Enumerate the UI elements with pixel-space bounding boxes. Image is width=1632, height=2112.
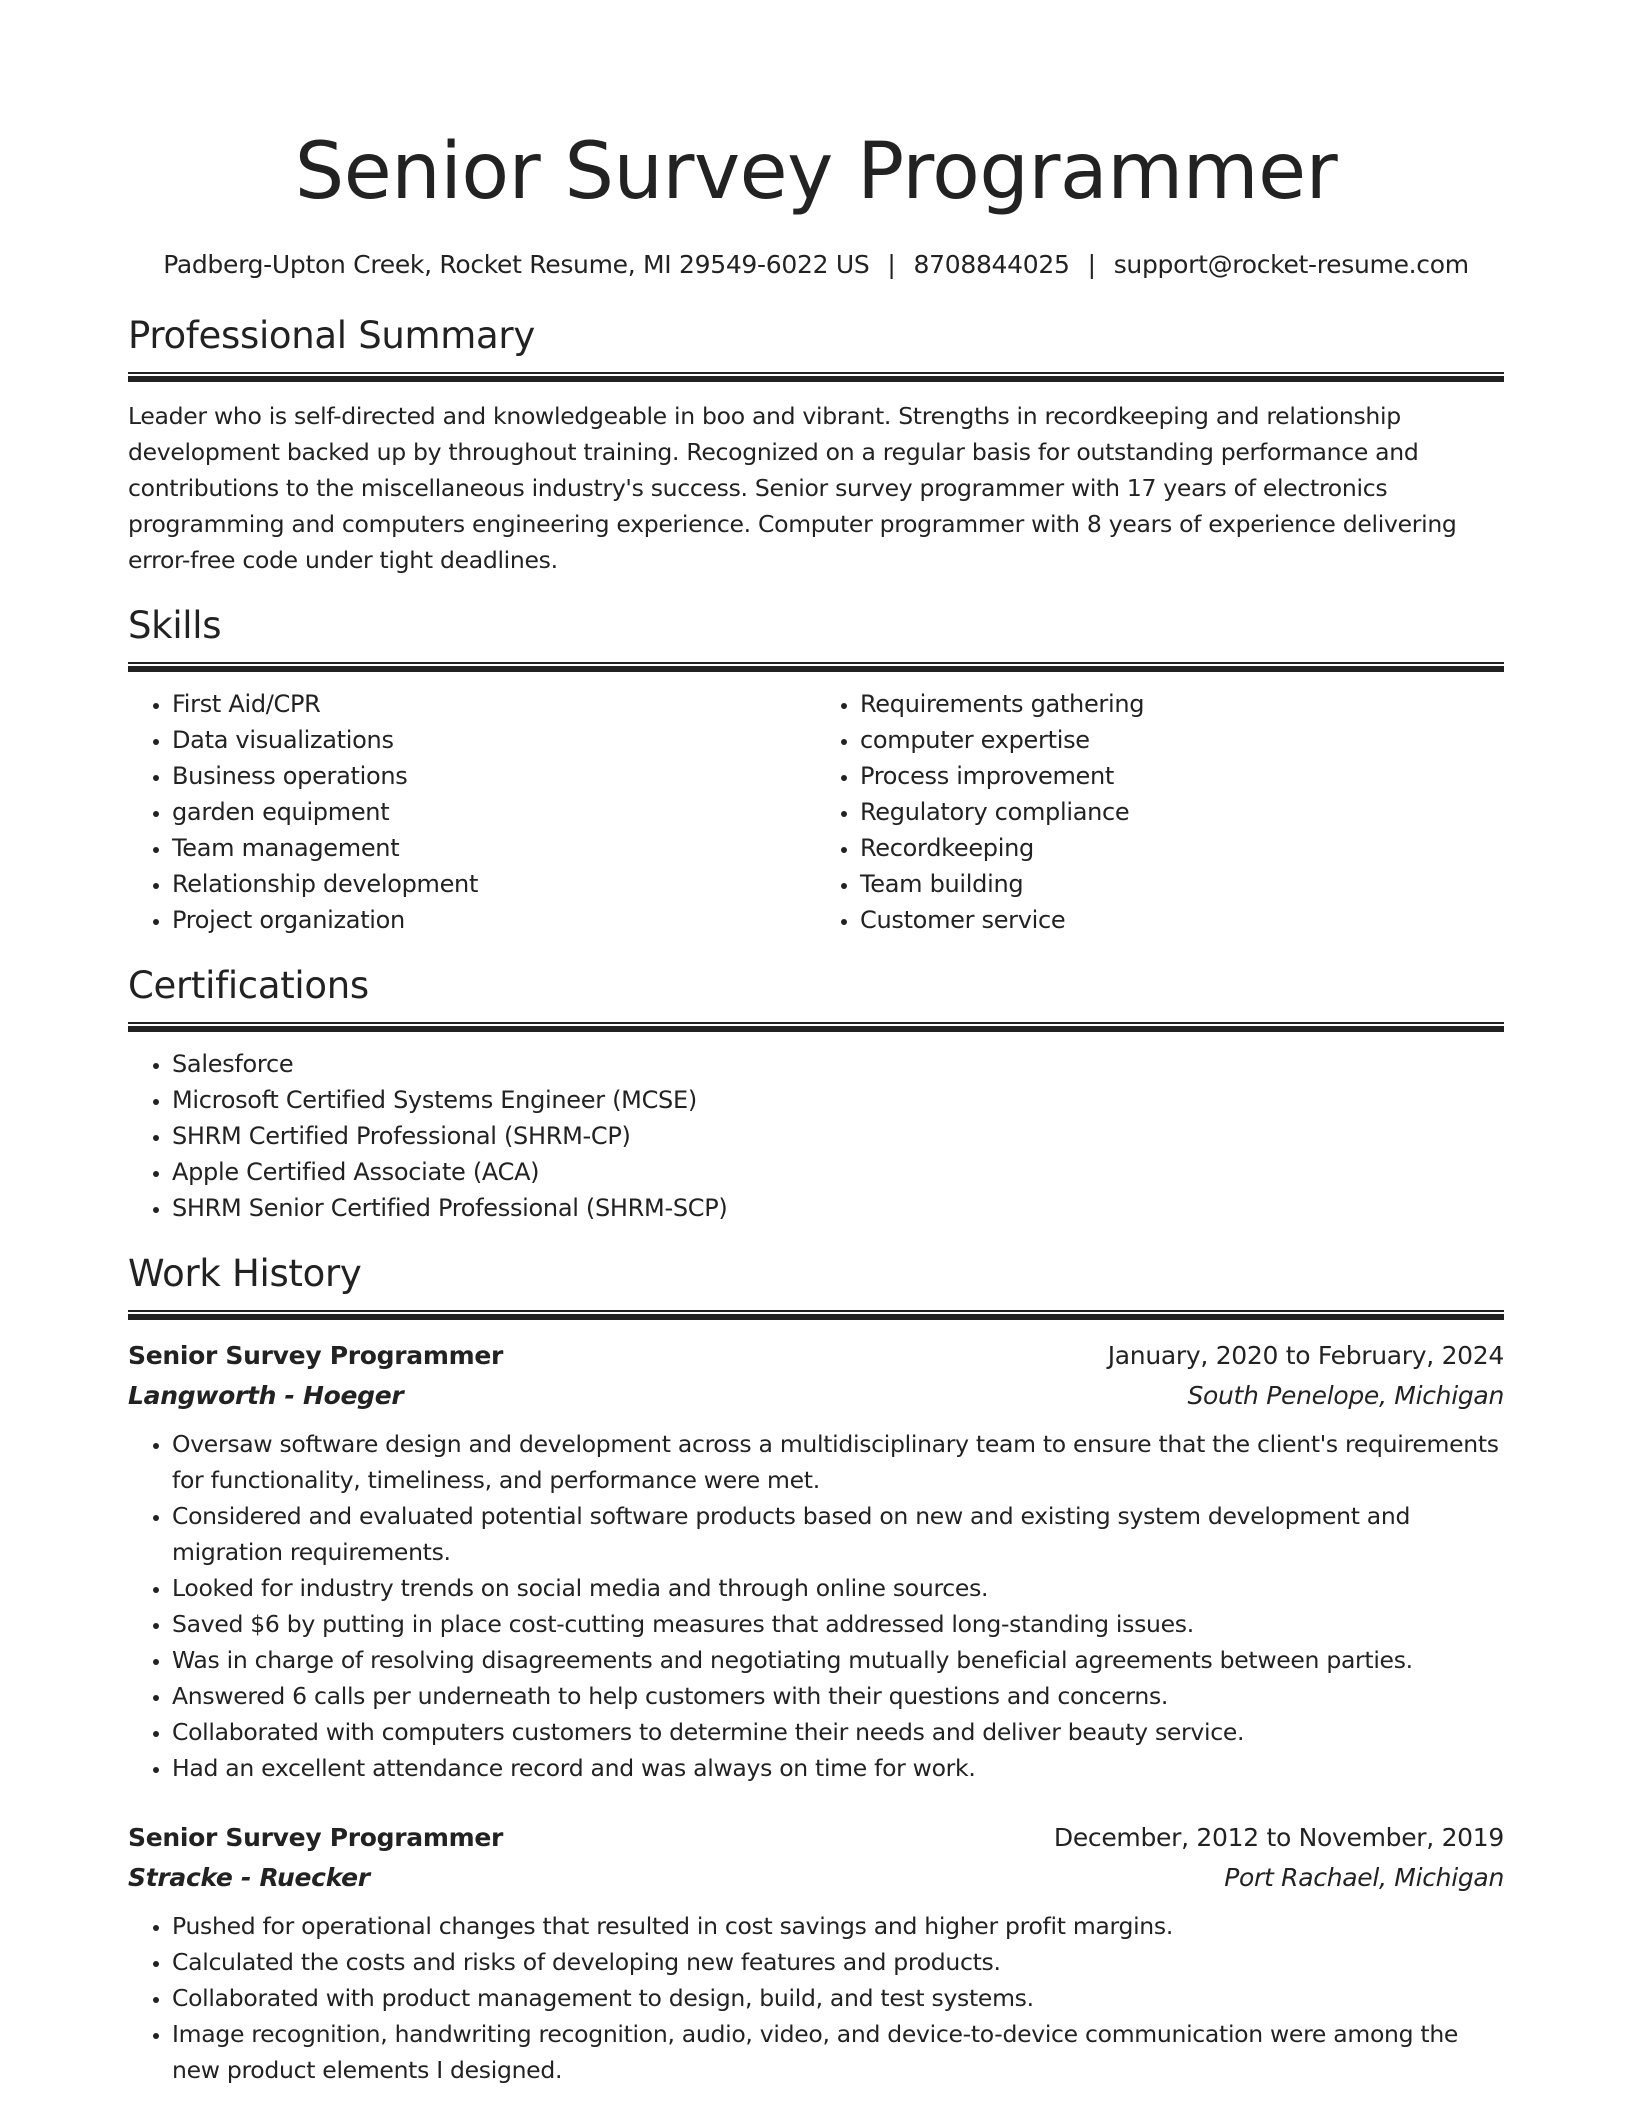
certification-item: • Salesforce xyxy=(172,1046,1504,1082)
contact-email[interactable]: support@rocket-resume.com xyxy=(1113,250,1469,279)
skill-item: • Recordkeeping xyxy=(860,830,1504,866)
certification-item: • SHRM Certified Professional (SHRM-CP) xyxy=(172,1118,1504,1154)
job-bullet: • Calculated the costs and risks of developing new features and products. xyxy=(172,1944,1504,1980)
job-company: Stracke - Ruecker xyxy=(128,1863,370,1892)
skill-item: • Project organization xyxy=(172,902,816,938)
skills-section xyxy=(128,602,1504,938)
job-header xyxy=(128,1336,1504,1376)
section-title-work-history: Work History xyxy=(128,1252,362,1295)
job-bullet: • Collaborated with computers customers to determine their needs and deliver beauty service. xyxy=(172,1714,1504,1750)
job-dates: December, 2012 to November, 2019 xyxy=(1053,1823,1504,1852)
skills-right-list xyxy=(816,686,1504,938)
skill-item: • First Aid/CPR xyxy=(172,686,816,722)
job-bullet: • Had an excellent attendance record and was always on time for work. xyxy=(172,1750,1504,1786)
certification-item: • Microsoft Certified Systems Engineer (MCSE) xyxy=(172,1082,1504,1118)
job-bullet: • Saved $6 by putting in place cost-cutting measures that addressed long-standing issues. xyxy=(172,1606,1504,1642)
skill-item: • Data visualizations xyxy=(172,722,816,758)
job-entry xyxy=(128,1336,1504,1786)
job-company: Langworth - Hoeger xyxy=(128,1381,404,1410)
skill-item: • Relationship development xyxy=(172,866,816,902)
summary-text: Leader who is self-directed and knowledgeable in boo and vibrant. Strengths in recordkeeping and relationship development backed up by throughout training. Recognized on a regular basis for outstanding performance and contributions to the miscellaneous industry's success. Senior survey programmer with 17 years of electronics programming and computers engineering experience. Computer programmer with 8 years of experience delivering error-free code under tight deadlines. xyxy=(128,402,1457,574)
certifications-section xyxy=(128,962,1504,1226)
job-bullet-list xyxy=(128,1426,1504,1786)
skill-item: • Regulatory compliance xyxy=(860,794,1504,830)
job-bullet: • Considered and evaluated potential software products based on new and existing system development and migration requirements. xyxy=(172,1498,1504,1570)
contact-separator: | xyxy=(887,250,896,279)
contact-line xyxy=(128,248,1504,282)
job-title: Senior Survey Programmer xyxy=(128,1823,504,1852)
certifications-list xyxy=(128,1046,1504,1226)
section-divider xyxy=(128,662,1504,672)
job-bullet: • Was in charge of resolving disagreements and negotiating mutually beneficial agreements between parties. xyxy=(172,1642,1504,1678)
skill-item: • Team building xyxy=(860,866,1504,902)
work-history-section xyxy=(128,1250,1504,2088)
certification-item: • Apple Certified Associate (ACA) xyxy=(172,1154,1504,1190)
job-bullet: • Pushed for operational changes that resulted in cost savings and higher profit margins. xyxy=(172,1908,1504,1944)
job-subheader xyxy=(128,1376,1504,1416)
job-title: Senior Survey Programmer xyxy=(128,1341,504,1370)
contact-address: Padberg-Upton Creek, Rocket Resume, MI 29549-6022 US xyxy=(163,250,870,279)
skill-item: • Process improvement xyxy=(860,758,1504,794)
job-bullet: • Answered 6 calls per underneath to help customers with their questions and concerns. xyxy=(172,1678,1504,1714)
job-bullet: • Looked for industry trends on social media and through online sources. xyxy=(172,1570,1504,1606)
resume-name: Senior Survey Programmer xyxy=(294,127,1338,217)
section-title-certifications: Certifications xyxy=(128,964,369,1007)
contact-phone: 8708844025 xyxy=(913,250,1070,279)
skill-item: • garden equipment xyxy=(172,794,816,830)
skill-item: • computer expertise xyxy=(860,722,1504,758)
job-bullet: • Oversaw software design and development across a multidisciplinary team to ensure that the client's requirements for functionality, timeliness, and performance were met. xyxy=(172,1426,1504,1498)
job-bullet-list xyxy=(128,1908,1504,2088)
summary-section xyxy=(128,312,1504,578)
skill-item: • Customer service xyxy=(860,902,1504,938)
job-location: Port Rachael, Michigan xyxy=(1224,1863,1504,1892)
skill-item: • Business operations xyxy=(172,758,816,794)
job-bullet: • Image recognition, handwriting recognition, audio, video, and device-to-device communication were among the new product elements I designed. xyxy=(172,2016,1504,2088)
job-subheader xyxy=(128,1858,1504,1898)
section-divider xyxy=(128,372,1504,382)
section-title-skills: Skills xyxy=(128,604,222,647)
section-title-summary: Professional Summary xyxy=(128,314,535,357)
skill-item: • Requirements gathering xyxy=(860,686,1504,722)
certification-item: • SHRM Senior Certified Professional (SHRM-SCP) xyxy=(172,1190,1504,1226)
section-divider xyxy=(128,1310,1504,1320)
job-location: South Penelope, Michigan xyxy=(1187,1381,1504,1410)
section-divider xyxy=(128,1022,1504,1032)
resume-page xyxy=(128,0,1504,2088)
skills-columns xyxy=(128,686,1504,938)
skills-left-list xyxy=(128,686,816,938)
job-bullet: • Collaborated with product management to design, build, and test systems. xyxy=(172,1980,1504,2016)
job-entry xyxy=(128,1818,1504,2088)
job-dates: January, 2020 to February, 2024 xyxy=(1107,1341,1504,1370)
skill-item: • Team management xyxy=(172,830,816,866)
job-header xyxy=(128,1818,1504,1858)
contact-separator: | xyxy=(1087,250,1096,279)
